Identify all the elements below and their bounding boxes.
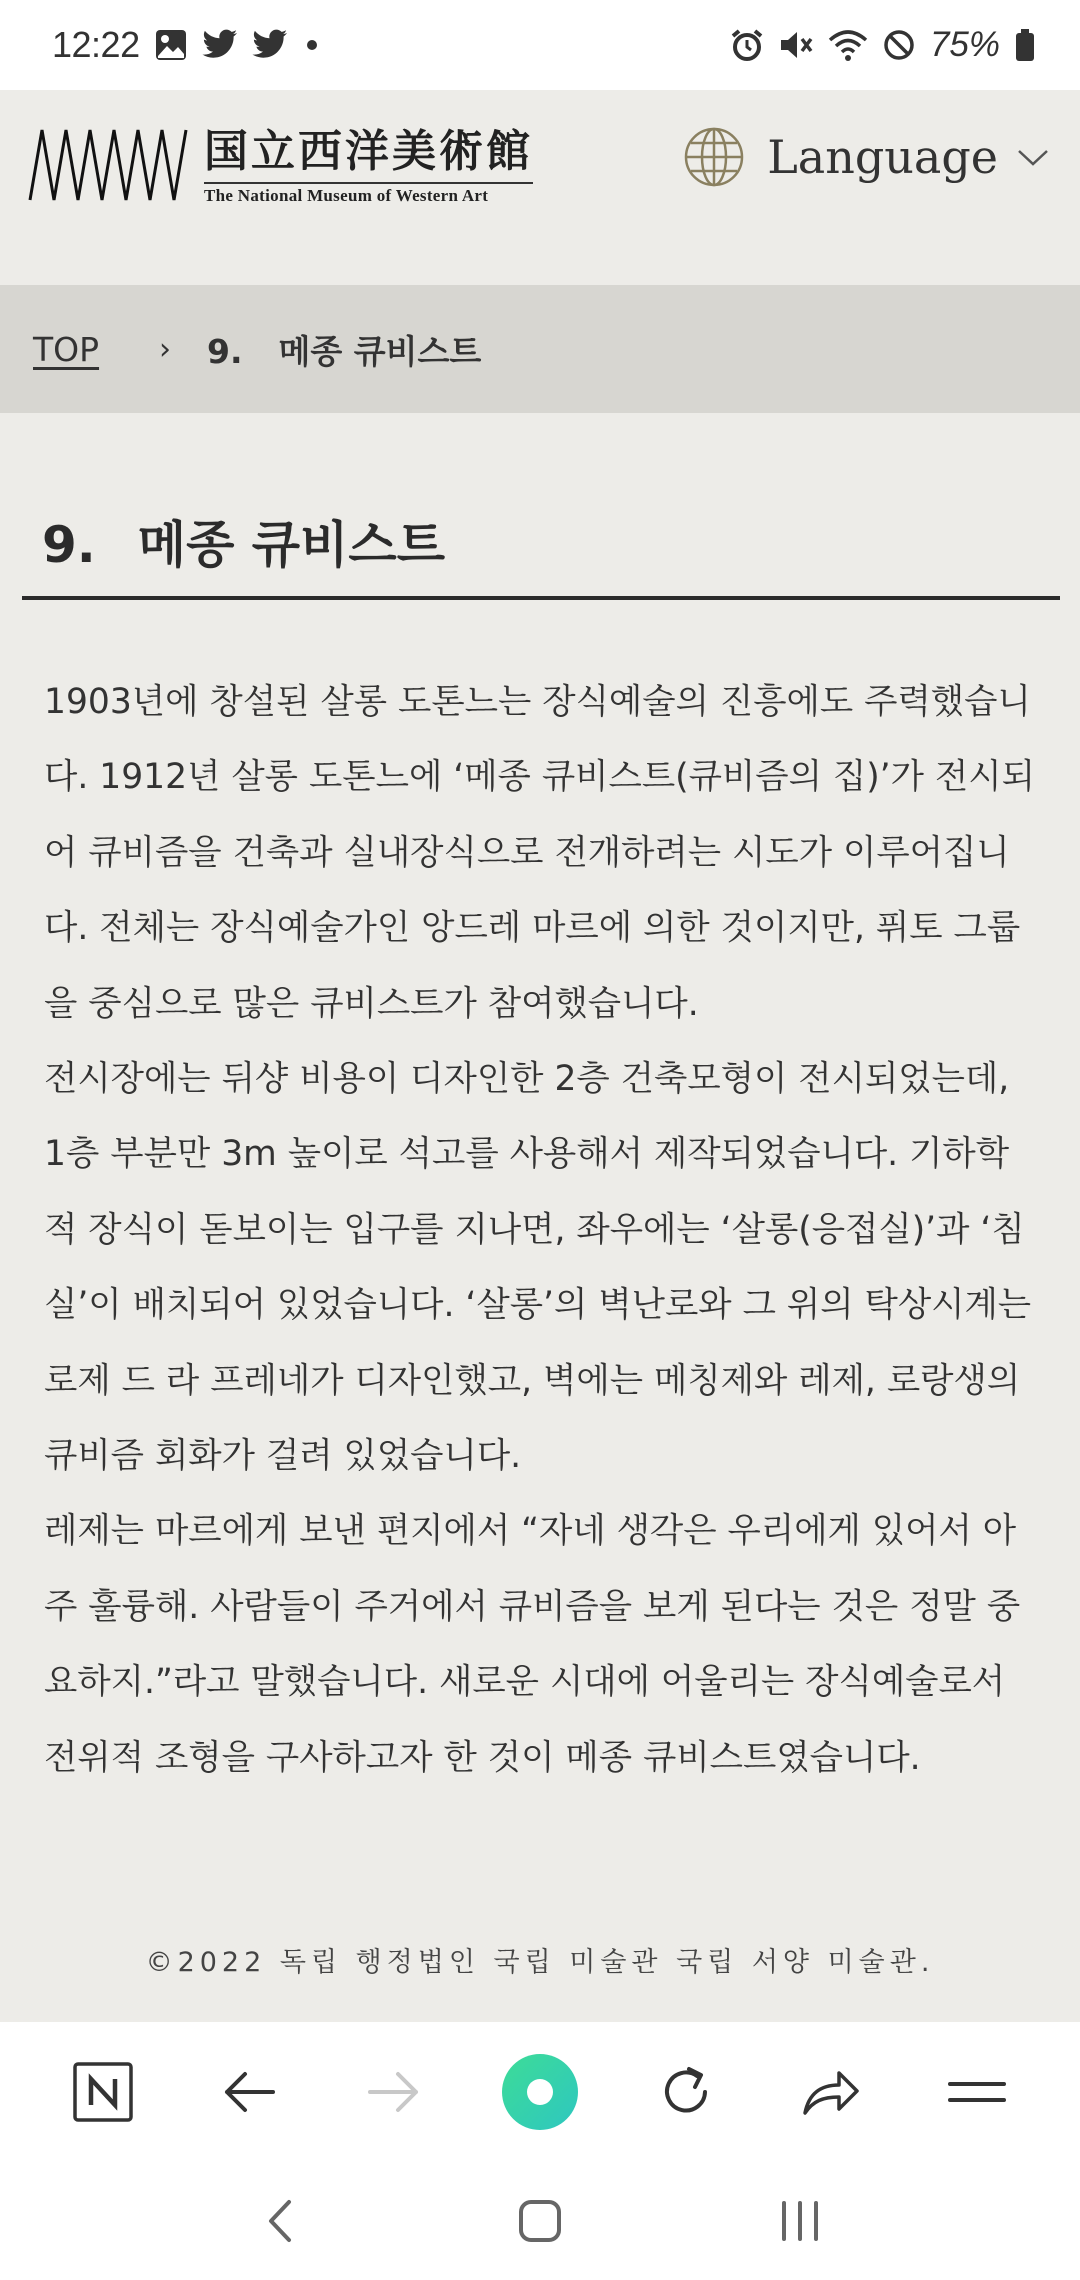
breadcrumb-current-title: 메종 큐비스트 [278,331,482,371]
alarm-icon [730,28,764,62]
nav-recents-icon [778,2201,822,2241]
share-button[interactable] [776,2037,886,2147]
page-title [42,505,445,577]
nav-back-icon [265,2198,295,2244]
menu-button[interactable] [922,2037,1032,2147]
title-divider [22,596,1060,600]
status-time: 12:22 [52,24,140,65]
page-title-text: 메종 큐비스트 [137,516,446,574]
nav-home-button[interactable] [490,2171,590,2271]
naver-home-button[interactable] [48,2037,158,2147]
green-dot-icon [500,2052,580,2132]
article-paragraph: 전시장에는 뒤샹 비용이 디자인한 2층 건축모형이 전시되었는데, 1층 부분만 3m 높이로 석고를 사용해서 제작되었습니다. 기하학적 장식이 돋보이는 입구를 지나면, 좌우에는 ‘살롱(응접실)’과 ‘침실’이 배치되어 있었습니다. ‘살롱’의 벽난로와 그 위의 탁상시계는 로제 드 라 프레네가 디자인했고, 벽에는 메칭제와 레제, 로랑생의 큐비즘 회화가 걸려 있었습니다. [44,1059,1032,1477]
breadcrumb [0,285,1080,413]
site-header [0,90,1080,285]
breadcrumb-top-link[interactable]: TOP [33,329,100,369]
article-paragraph: 1903년에 창설된 살롱 도톤느는 장식예술의 진흥에도 주력했습니다. 1912년 살롱 도톤느에 ‘메종 큐비스트(큐비즘의 집)’가 전시되어 큐비즘을 건축과 실내장식으로 전개하려는 시도가 이루어집니다. 전체는 장식예술가인 앙드레 마르에 의한 것이지만, 퓌토 그룹을 중심으로 많은 큐비스트가 참여했습니다. [44,682,1035,1024]
wifi-icon [828,28,868,62]
museum-logo[interactable] [28,126,533,206]
browser-toolbar [0,2022,1080,2162]
chevron-down-icon [1016,147,1050,167]
twitter-icon [202,29,238,61]
naver-home-icon [72,2061,134,2123]
dot-icon [302,35,322,55]
breadcrumb-current [207,326,481,373]
logo-japanese-name: 国立西洋美術館 [204,126,533,177]
status-bar-right [730,25,1036,65]
green-dot-button[interactable] [485,2037,595,2147]
article-body [44,665,1039,1796]
back-arrow-icon [221,2070,277,2114]
status-bar [0,0,1080,90]
share-icon [801,2067,861,2117]
footer-copyright: ©2022 독립 행정법인 국립 미술관 국립 서양 미술관. [145,1947,935,1978]
battery-percent: 75% [929,25,1000,64]
logo-text [204,126,533,206]
forward-arrow-icon [366,2070,422,2114]
system-nav-bar [0,2162,1080,2280]
forward-button[interactable] [339,2037,449,2147]
language-label: Language [767,130,998,184]
logo-english-name: The National Museum of Western Art [204,182,533,206]
back-button[interactable] [194,2037,304,2147]
breadcrumb-separator-icon: › [159,331,172,367]
status-bar-left [52,24,322,66]
nav-recents-button[interactable] [750,2171,850,2271]
gallery-icon [154,28,188,62]
breadcrumb-current-number: 9. [207,331,243,371]
do-not-disturb-icon [882,28,916,62]
mute-icon [778,28,814,62]
nav-back-button[interactable] [230,2171,330,2271]
refresh-icon [657,2063,715,2121]
globe-icon [683,126,745,188]
article-paragraph: 레제는 마르에게 보낸 편지에서 “자네 생각은 우리에게 있어서 아주 훌륭해. 사람들이 주거에서 큐비즘을 보게 된다는 것은 정말 중요하지.”라고 말했습니다. 새로운 시대에 어울리는 장식예술로서 전위적 조형을 구사하고자 한 것이 메종 큐비스트였습니다. [44,1511,1021,1778]
page-title-number: 9. [42,516,96,574]
battery-icon [1014,28,1036,62]
refresh-button[interactable] [631,2037,741,2147]
logo-mark-icon [28,126,188,202]
nav-home-icon [517,2198,563,2244]
twitter-icon [252,29,288,61]
language-selector[interactable] [683,122,1050,192]
menu-icon [947,2077,1007,2107]
